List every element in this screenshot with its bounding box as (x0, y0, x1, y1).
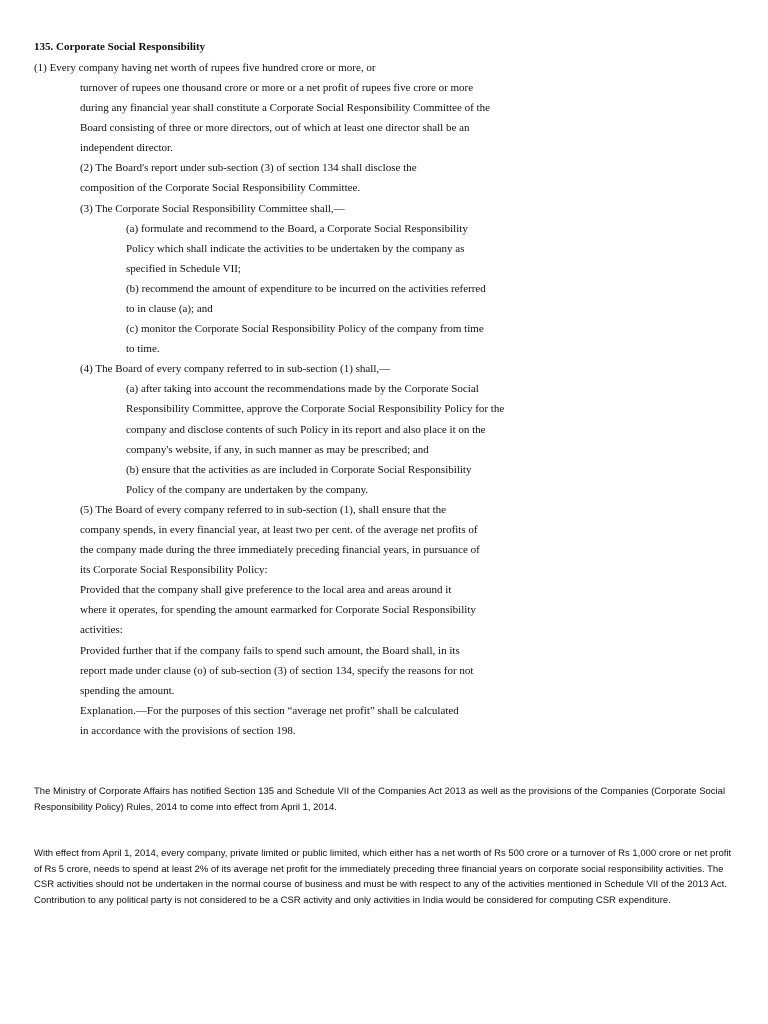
section-title: 135. Corporate Social Responsibility (34, 41, 206, 53)
clause-line: (5) The Board of every company referred to in sub-section (1), shall ensure that the (80, 504, 447, 516)
clause-line: company and disclose contents of such Policy in its report and also place it on the (126, 424, 486, 436)
clause-line: Board consisting of three or more directors, out of which at least one director shall be an (80, 122, 470, 134)
clause-line: Policy of the company are undertaken by the company. (126, 484, 369, 496)
clause-line: company spends, in every financial year, at least two per cent. of the average net profits of (80, 524, 478, 536)
clause-line: Provided further that if the company fails to spend such amount, the Board shall, in its (80, 645, 460, 657)
clause-line: Provided that the company shall give preference to the local area and areas around it (80, 584, 452, 596)
clause-line: company's website, if any, in such manner as may be prescribed; and (126, 444, 429, 456)
clause-line: (b) recommend the amount of expenditure to be incurred on the activities referred (126, 283, 486, 295)
clause-line: in accordance with the provisions of section 198. (80, 725, 296, 737)
clause-line: (1) Every company having net worth of rupees five hundred crore or more, or (34, 62, 376, 74)
clause-line: independent director. (80, 142, 173, 154)
clause-line: where it operates, for spending the amount earmarked for Corporate Social Responsibility (80, 604, 476, 616)
clause-line: report made under clause (o) of sub-section (3) of section 134, specify the reasons for not (80, 665, 474, 677)
clause-line: composition of the Corporate Social Responsibility Committee. (80, 182, 361, 194)
clause-line: (a) after taking into account the recommendations made by the Corporate Social (126, 383, 479, 395)
clause-line: (3) The Corporate Social Responsibility Committee shall,— (80, 203, 345, 215)
clause-line: the company made during the three immediately preceding financial years, in pursuance of (80, 544, 480, 556)
csr-summary-paragraph: With effect from April 1, 2014, every company, private limited or public limited, which either has a net worth of Rs 500 crore or a turnover of Rs 1,000 crore or net profit of Rs 5 crore, needs to spend at least 2% of its average net profit for the immediately preceding three financial years on corporate social responsibility activities. The CSR activities should not be undertaken in the normal course of business and must be with respect to any of the activities mentioned in Schedule VII of the 2013 Act. Contribution to any political party is not considered to be a CSR activity and only activities in India would be considered for computing CSR expenditure. (34, 848, 732, 906)
clause-line: Policy which shall indicate the activities to be undertaken by the company as (126, 243, 465, 255)
clause-line: spending the amount. (80, 685, 175, 697)
clause-line: (a) formulate and recommend to the Board, a Corporate Social Responsibility (126, 223, 468, 235)
notification-paragraph: The Ministry of Corporate Affairs has notified Section 135 and Schedule VII of the Companies Act 2013 as well as the provisions of the Companies (Corporate Social Responsibility Policy) Rules, 2014 to come into effect from April 1, 2014. (34, 786, 726, 813)
explanation-line: Explanation.—For the purposes of this section “average net profit” shall be calculated (80, 705, 459, 717)
clause-line: specified in Schedule VII; (126, 263, 241, 275)
clause-line: Responsibility Committee, approve the Corporate Social Responsibility Policy for the (126, 403, 505, 415)
clause-line: (b) ensure that the activities as are included in Corporate Social Responsibility (126, 464, 472, 476)
clause-line: its Corporate Social Responsibility Policy: (80, 564, 268, 576)
clause-line: to in clause (a); and (126, 303, 213, 315)
clause-line: (4) The Board of every company referred to in sub-section (1) shall,— (80, 363, 391, 375)
clause-line: turnover of rupees one thousand crore or more or a net profit of rupees five crore or more (80, 82, 474, 94)
clause-line: to time. (126, 343, 160, 355)
clause-line: (2) The Board's report under sub-section (3) of section 134 shall disclose the (80, 162, 417, 174)
clause-line: (c) monitor the Corporate Social Responsibility Policy of the company from time (126, 323, 484, 335)
clause-line: during any financial year shall constitute a Corporate Social Responsibility Committee of the (80, 102, 490, 114)
clause-line: activities: (80, 624, 123, 636)
